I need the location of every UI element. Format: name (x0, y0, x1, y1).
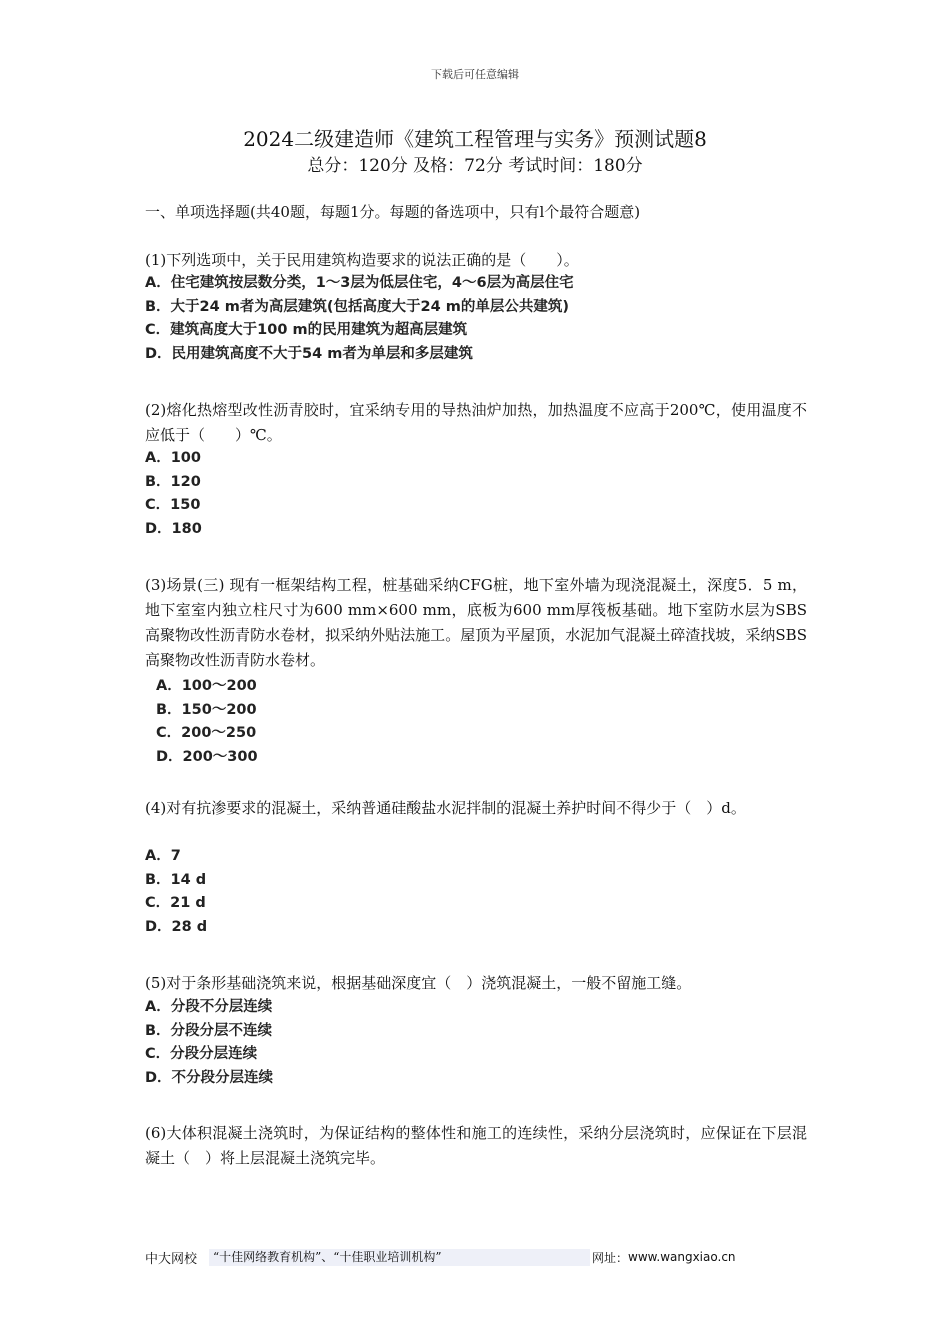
footer-site-label: 网址： (592, 1250, 629, 1265)
question-options (145, 845, 807, 939)
option-d: D．民用建筑高度不大于54 m者为单层和多层建筑 (145, 345, 473, 362)
option-c: C．分段分层连续 (145, 1046, 258, 1062)
option-c: C．150 (145, 497, 201, 513)
option-a: A．100 (145, 450, 201, 466)
question-stem: (2)熔化热熔型改性沥青胶时，宜采纳专用的导热油炉加热，加热温度不应高于200℃，使用温度不应低于（ ）℃。 (145, 401, 807, 444)
option-b: B．大于24 m者为高层建筑(包括高度大于24 m的单层公共建筑) (145, 298, 569, 315)
footer-slogan: “十佳网络教育机构”、“十佳职业培训机构” (209, 1249, 590, 1266)
download-note: 下载后可任意编辑 (431, 68, 519, 81)
option-b: B．14 d (145, 871, 207, 888)
option-a: A．100～200 (156, 678, 257, 694)
option-c: C．200～250 (156, 725, 257, 741)
question-stem: (3)场景(三) 现有一框架结构工程，桩基础采纳CFG桩，地下室外墙为现浇混凝土，深度5．5 m，地下室室内独立柱尺寸为600 mm×600 mm，底板为600 mm厚筏板基础。地下室防水层为SBS高聚物改性沥青防水卷材，拟采纳外贴法施工。屋顶为平屋顶，水泥加气混凝土碎渣找坡，采纳SBS高聚物改性沥青防水卷材。 (145, 576, 807, 669)
option-a: A．7 (145, 848, 181, 864)
question-stem: (6)大体积混凝土浇筑时，为保证结构的整体性和施工的连续性，采纳分层浇筑时，应保证在下层混凝土（ ）将上层混凝土浇筑完毕。 (145, 1124, 807, 1167)
question-stem: (5)对于条形基础浇筑来说，根据基础深度宜（ ）浇筑混凝土，一般不留施工缝。 (145, 974, 692, 992)
option-b: B．120 (145, 473, 201, 490)
option-c: C．建筑高度大于100 m的民用建筑为超高层建筑 (145, 322, 468, 338)
page-footer (145, 1248, 810, 1266)
question-stem: (4)对有抗渗要求的混凝土，采纳普通硅酸盐水泥拌制的混凝土养护时间不得少于（ ）d。 (145, 799, 746, 817)
exam-title: 2024二级建造师《建筑工程管理与实务》预测试题8 (243, 127, 707, 151)
question-options (145, 272, 807, 366)
question-options (145, 996, 807, 1090)
question-options (145, 447, 807, 541)
option-d: D．200～300 (156, 748, 258, 765)
footer-school: 中大网校 (145, 1251, 198, 1267)
exam-subtitle: 总分：120分 及格：72分 考试时间：180分 (307, 156, 643, 176)
option-d: D．不分段分层连续 (145, 1069, 274, 1086)
question-options (156, 675, 818, 769)
option-d: D．180 (145, 520, 202, 537)
option-c: C．21 d (145, 895, 206, 911)
option-d: D．28 d (145, 918, 208, 935)
option-b: B．150～200 (156, 701, 257, 718)
option-b: B．分段分层不连续 (145, 1022, 273, 1039)
option-a: A．住宅建筑按层数分类，1～3层为低层住宅，4～6层为高层住宅 (145, 275, 574, 291)
question-stem: (1)下列选项中，关于民用建筑构造要求的说法正确的是（ ）。 (145, 251, 579, 269)
footer-site-link[interactable]: www.wangxiao.cn (628, 1250, 736, 1264)
section-heading: 一、单项选择题(共40题，每题1分。每题的备选项中，只有l个最符合题意) (145, 203, 641, 221)
option-a: A．分段不分层连续 (145, 999, 273, 1015)
